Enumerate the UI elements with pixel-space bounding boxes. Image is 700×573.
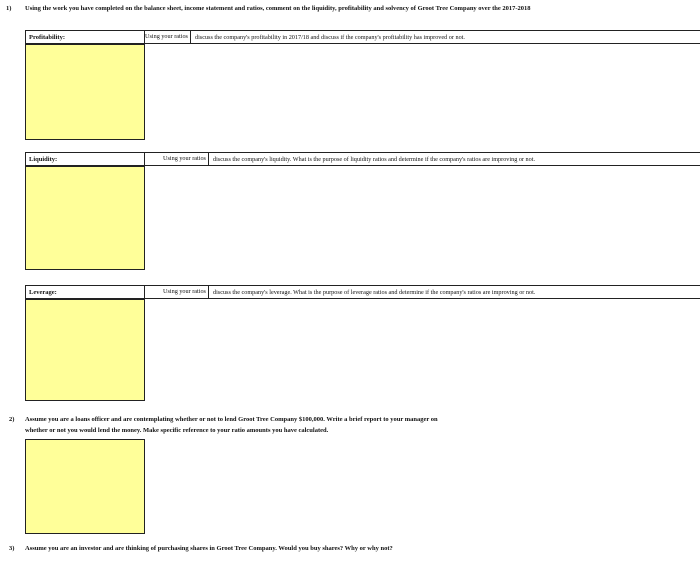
liquidity-header-row — [25, 151, 700, 167]
liquidity-instruction — [145, 152, 700, 166]
liquidity-answer-box[interactable] — [25, 166, 145, 270]
question-2-answer-box[interactable] — [25, 439, 145, 534]
leverage-prompt: discuss the company's leverage. What is the purpose of leverage ratios and determine if the company's ratios are improving or not. — [212, 288, 536, 296]
liquidity-prompt: discuss the company's liquidity. What is the purpose of liquidity ratios and determine if the company's ratios are improving or not. — [212, 155, 535, 163]
question-2-line-1: Assume you are a loans officer and are contemplating whether or not to lend Groot Tree Company $100,000. Write a brief report to your manager on — [25, 416, 438, 423]
leverage-answer-box[interactable] — [25, 299, 145, 401]
liquidity-prefix: Using your ratios — [163, 153, 209, 165]
profitability-header-row — [25, 29, 700, 45]
question-1-number: 1) — [6, 5, 12, 12]
profitability-instruction — [145, 30, 700, 44]
question-3-number: 3) — [9, 545, 15, 552]
question-2-line-2: whether or not you would lend the money. Make specific reference to your ratio amounts you have calculated. — [25, 427, 329, 434]
profitability-label: Profitability: — [25, 30, 145, 44]
profitability-prefix: Using your ratios — [145, 31, 191, 43]
liquidity-label: Liquidity: — [25, 152, 145, 166]
profitability-answer-box[interactable] — [25, 44, 145, 140]
leverage-label: Leverage: — [25, 285, 145, 299]
profitability-prompt: discuss the company's profitability in 2017/18 and discuss if the company's profitability has improved or not. — [194, 33, 465, 41]
question-1-text: Using the work you have completed on the balance sheet, income statement and ratios, comment on the liquidity, profitability and solvency of Groot Tree Company over the 2017-2018 — [25, 5, 531, 12]
question-2-number: 2) — [9, 416, 15, 423]
question-3-text: Assume you are an investor and are thinking of purchasing shares in Groot Tree Company. Would you buy shares? Why or why not? — [25, 545, 393, 552]
leverage-instruction — [145, 285, 700, 299]
leverage-header-row — [25, 284, 700, 300]
leverage-prefix: Using your ratios — [163, 286, 209, 298]
